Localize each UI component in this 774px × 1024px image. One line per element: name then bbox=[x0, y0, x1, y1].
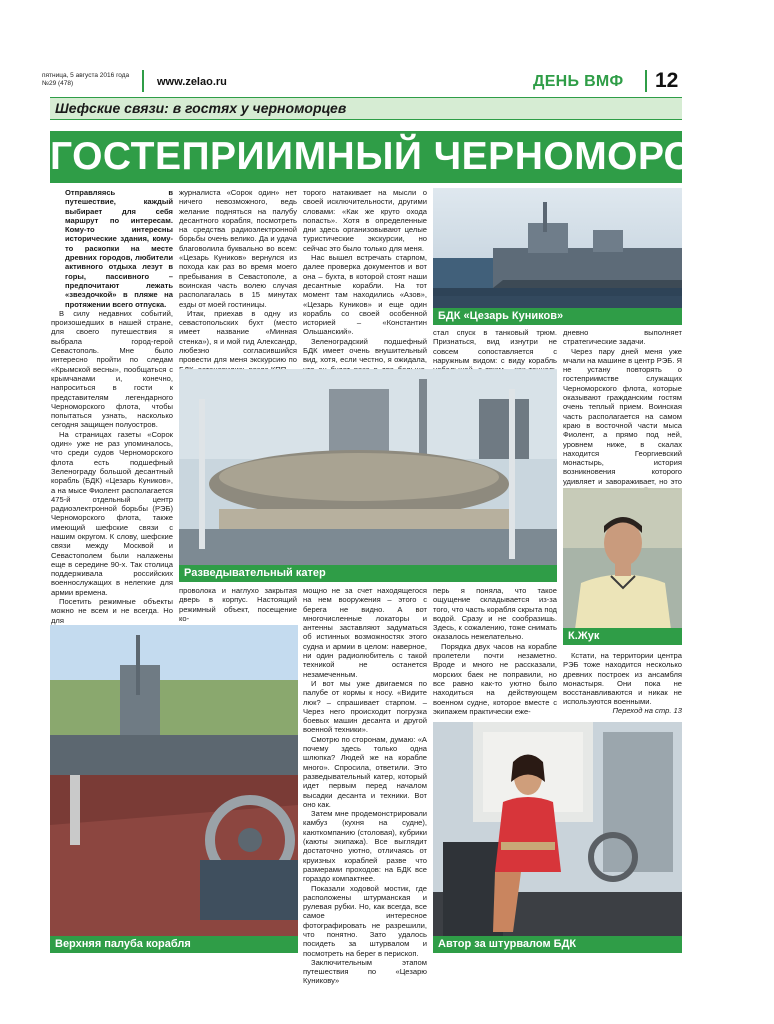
photo-ship bbox=[433, 188, 682, 325]
article-column-1 bbox=[51, 188, 173, 625]
caption-ship: БДК «Цезарь Куников» bbox=[433, 308, 682, 325]
caption-deck: Верхняя палуба корабля bbox=[50, 936, 298, 953]
paragraph: На страницах газеты «Сорок один» уже не раз упоминалось, что среди судов Черноморского флота есть подшефный Зеленограду большой десантный корабль (БДК) «Цезарь Куников», а на мысе Фиолент располагается 475-й отдельный центр радиоэлектронной борьбы (РЭБ) Черноморского флота, также имеющий шефские связи с нашим округом. К слову, шефские связи между Москвой и Севастополем были налажены еще в середине 90-х. Так столица поддерживала российских военнослужащих в нелегкие для армии времена. bbox=[51, 429, 173, 597]
paragraph: Кстати, на территории центра РЭБ тоже находится несколько древних построек из ансамбля монастыря. Они пока не восстанавливаются и никак не используются военными. bbox=[563, 651, 682, 707]
photo-deck bbox=[50, 625, 298, 953]
deck-image bbox=[50, 625, 298, 953]
lead-paragraph: Отправляясь в путешествие, каждый выбирает для себя маршрут по интересам. Кому-то интересны исторические здания, кому-то раскопки на месте древних городов, любители активного отдыха лезут в горы, пассивного – предпочитают лежать «звездочкой» в пляже на протяжении всего отпуска. bbox=[65, 188, 173, 309]
paragraph: Заключительным этапом путешествия по «Цезарю Куникову» bbox=[303, 957, 427, 986]
ship-image bbox=[433, 188, 682, 325]
paragraph: проволока и наглухо закрытая дверь в корпус. Настоящий режимный объект, посещение ко- bbox=[179, 586, 297, 623]
paragraph: Порядка двух часов на корабле пролетели почти незаметно. Вроде и много не рассказали, морских баек не поправили, но все равно как-то уютно было находиться на действующем военном судне, которое вместе с экипажем практически еже- bbox=[433, 641, 557, 716]
paragraph: Нас вышел встречать старпом, далее проверка документов и вот она – бухта, в которой стоят наши десантные корабли. На тот момент там находились «Азов», «Цезарь Куников» и еще один корабль со своей особенной историей – «Константин Ольшанский». bbox=[303, 253, 427, 337]
date-line: пятница, 5 августа 2016 года bbox=[42, 72, 130, 79]
paragraph: Посетить режимные объекты можно не всем и не всегда. Но для bbox=[51, 597, 173, 625]
photo-portrait bbox=[563, 488, 682, 645]
paragraph: Затем мне продемонстрировали камбуз (кухня на судне), каюткомпанию (столовая), кубрики (каюты экипажа). Все выглядит достаточно уютно, отличаясь от круизных кораблей разве что размерами проходов: на БДК все гораздо компактнее. bbox=[303, 809, 427, 884]
continued-note[interactable]: Переход на стр. 13 bbox=[612, 706, 682, 715]
photo-boat bbox=[179, 369, 557, 582]
article-column-3 bbox=[303, 188, 427, 365]
article-column-4 bbox=[563, 328, 682, 486]
page-number: 12 bbox=[655, 69, 679, 92]
paragraph: Смотрю по сторонам, думаю: «А почему здесь только одна шлюпка? Людей же на корабле много». Спросила, ответили. Это разведывательный катер, который идет первым перед началом высадки десанта и техники. Вот оно как. bbox=[303, 734, 427, 809]
paragraph: мощно не за счет находящегося на нем вооружения – этого с берега не видно. А вот многочисленные локаторы и антенны заставляют задуматься об истинных возможностях этого судна и армии в целом: наверное, ни один радиолюбитель с такой техникой не останется незамеченным. bbox=[303, 586, 427, 679]
caption-helm: Автор за штурвалом БДК bbox=[433, 936, 682, 953]
paragraph: торого натакивает на мысли о своей исключительности, другими словами: «Как же круто охода попасть». Хотя в определенные дни здесь организовывают целые туристические экскурсии, но сейчас это было только для меня. bbox=[303, 188, 427, 253]
boat-image bbox=[179, 369, 557, 582]
paragraph: И вот мы уже двигаемся по палубе от кормы к носу. «Видите люк? – спрашивает старпом. – Через него происходит погрузка боевых машин десанта и другой военной техники». bbox=[303, 678, 427, 735]
photo-helm bbox=[433, 722, 682, 953]
section-name: ДЕНЬ ВМФ bbox=[533, 73, 624, 90]
issue-number: №29 (478) bbox=[42, 80, 74, 87]
article-column-2 bbox=[179, 188, 297, 366]
caption-boat: Разведывательный катер bbox=[179, 565, 557, 582]
header-divider bbox=[142, 70, 144, 92]
paragraph: Итак, приехав в одну из севастопольских бухт (место имеет название «Минная стенка»), я и мой гид Александр, любезно согласившийся провести для меня экскурсию по bbox=[179, 308, 297, 365]
paragraph: Показали ходовой мостик, где расположены штурманская и рулевая рубки. Но, как всегда, все самое интересное фотографировать не разрешили, что понятно. Зато удалось посидеть за штурвалом и посмотреть на берег в перископ. bbox=[303, 883, 427, 958]
header-date bbox=[42, 72, 129, 88]
header-divider-2 bbox=[645, 70, 647, 92]
paragraph: В силу недавних событий, произошедших в нашей стране, для своего путешествия я выбрала город-герой Севастополь. Мне было интересно пройти по следам «Крымской весны», пообщаться с крымчанами и, конечно, напроситься в гости к представителям легендарного Черноморского флота, чтобы попытаться узнать, насколько сегодня защищен полуостров. bbox=[51, 308, 173, 430]
article-column-3-bottom bbox=[303, 586, 427, 986]
paragraph: Зеленоградский подшефный БДК имеет очень внушительный вид, хотя, если честно, я ожидала, bbox=[303, 336, 427, 365]
article-column-2-bottom bbox=[179, 586, 297, 622]
paragraph: Через пару дней меня уже мчали на машине в центр РЭБ. Я не устану повторять о гостеприимстве служащих Черноморского флота, которые оказывают гражданским гостям очень теплый прием. Воинская часть располагается на самом краю в восточной части мыса Фиолент, а прямо под ней, уровнем ниже, в скалах находится Георгиевский монастырь, история возникновения которого удивляет и завораживает, но это bbox=[563, 346, 682, 486]
headline-bar bbox=[50, 131, 774, 183]
caption-portrait: К.Жук bbox=[563, 628, 682, 645]
article-column-4-bottom bbox=[433, 586, 557, 718]
helm-image bbox=[433, 722, 682, 953]
headline: ГОСТЕПРИИМНЫЙ ЧЕРНОМОРСКИЙ bbox=[50, 135, 774, 178]
paragraph: стал спуск в танковый трюм. Признаться, вид изнутри не совсем сопоставляется с наружным видом: с виду корабль bbox=[433, 328, 557, 365]
paragraph: дневно выполняет стратегические задачи. bbox=[563, 328, 682, 347]
rubric-bar bbox=[50, 97, 682, 120]
site-url[interactable]: www.zelao.ru bbox=[157, 76, 227, 88]
rubric-text: Шефские связи: в гостях у черноморцев bbox=[55, 100, 347, 116]
paragraph: журналиста «Сорок один» нет ничего невозможного, ведь желание подняться на палубу десантного корабля, посмотреть на средства радиоэлектронной борьбы очень велико. Да и удача благоволила буквально во всем: «Цезарь Куников» вернулся из похода как раз во время моего пребывания в Севастополе, а воинская часть волею случая располагалась в 15 минутах езды от моей гостиницы. bbox=[179, 188, 297, 309]
portrait-image bbox=[563, 488, 682, 645]
paragraph: перь я поняла, что такое ощущение складывается из-за того, что часть корабля скрыта под водой. Сразу и не сообразишь. Здесь, к сожалению, тоже снимать оказалось нежелательно. bbox=[433, 586, 557, 642]
article-column-5 bbox=[563, 651, 682, 707]
